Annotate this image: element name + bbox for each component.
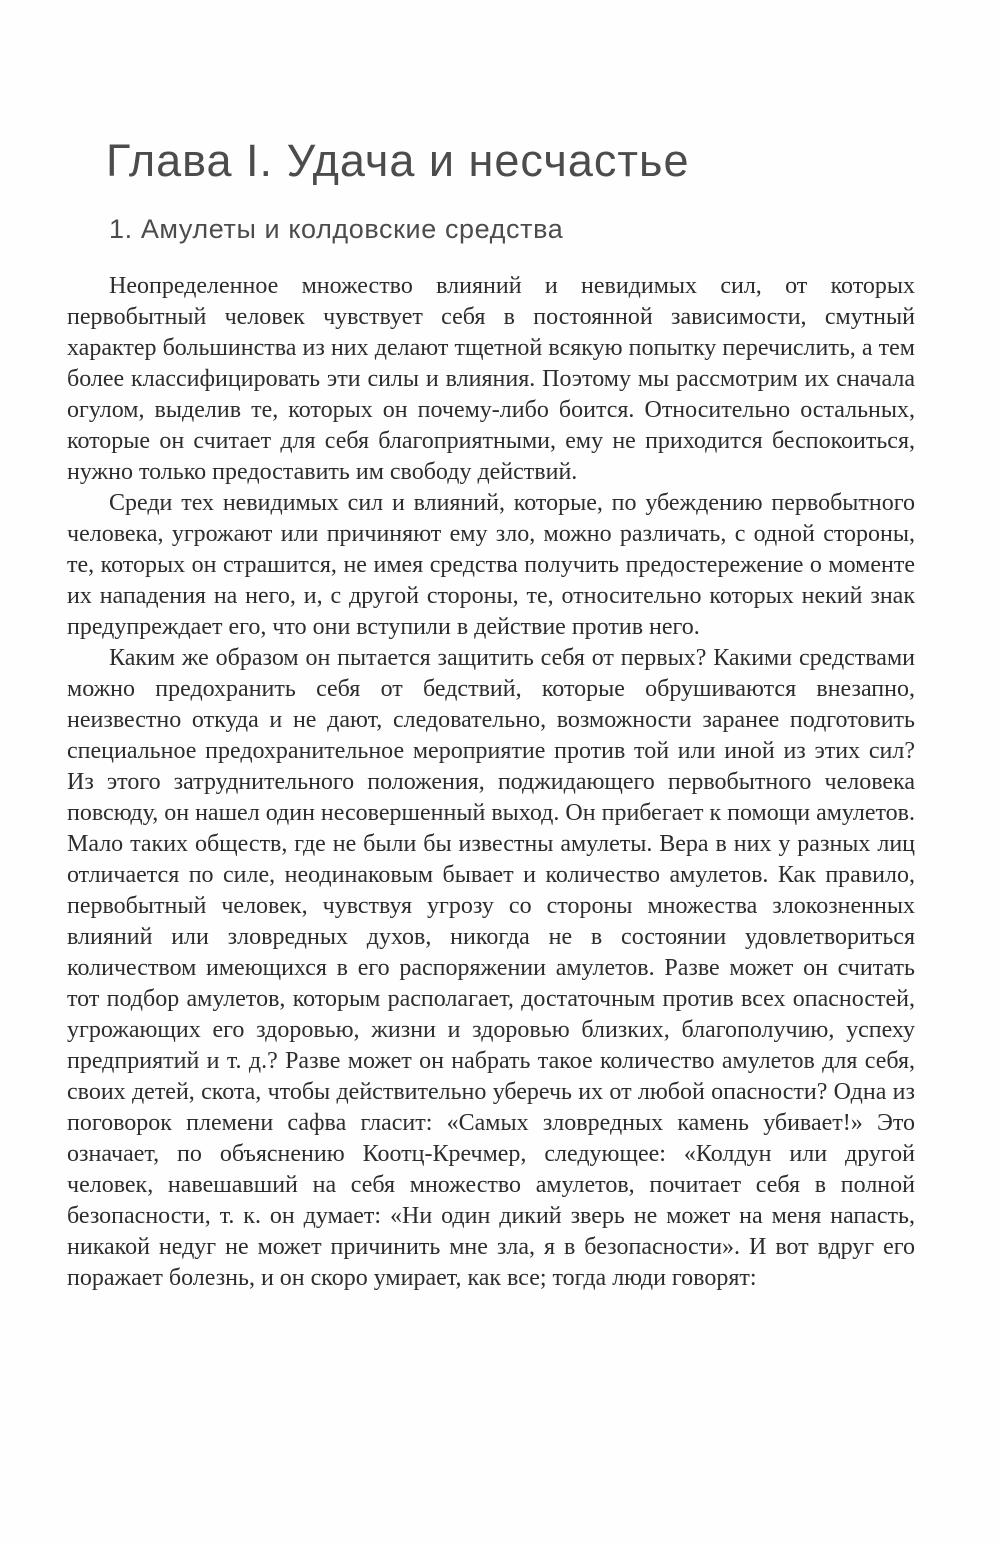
paragraph-3: Каким же образом он пытается защитить себя от первых? Какими средствами можно предохранить себя от бедствий, которые обрушиваются внезапно, неизвестно откуда и не дают, следовательно, возможности заранее подготовить специальное предохранительное мероприятие против той или иной из этих сил? Из этого затруднительного положения, поджидающего первобытного человека повсюду, он нашел один несовершенный выход. Он прибегает к помощи амулетов. Мало таких обществ, где не были бы известны амулеты. Вера в них у разных лиц отличается по силе, неодинаковым бывает и количество амулетов. Как правило, первобытный человек, чувствуя угрозу со стороны множества злокозненных влияний или зловредных духов, никогда не в состоянии удовлетвориться количеством имеющихся в его распоряжении амулетов. Разве может он считать тот подбор амулетов, которым располагает, достаточным против всех опасностей, угрожающих его здоровью, жизни и здоровью близких, благополучию, успеху предприятий и т. д.? Разве может он набрать такое количество амулетов для себя, своих детей, скота, чтобы действительно уберечь их от любой опасности? Одна из поговорок племени сафва гласит: «Самых зловредных камень убивает!» Это означает, по объяснению Коотц-Кречмер, следующее: «Колдун или другой человек, навешавший на себя множество амулетов, почитает себя в полной безопасности, т. к. он думает: «Ни один дикий зверь не может на меня напасть, никакой недуг не может причинить мне зла, я в безопасности». И вот вдруг его поражает болезнь, и он скоро умирает, как все; тогда люди говорят: xyxy=(67,645,915,1291)
paragraph-1: Неопределенное множество влияний и невидимых сил, от которых первобытный человек чувствует себя в постоянной зависимости, смутный характер большинства из них делают тщетной всякую попытку перечислить, а тем более классифицировать эти силы и влияния. Поэтому мы рассмотрим их сначала огулом, выделив те, которых он почему-либо боится. Относительно остальных, которые он считает для себя благоприятными, ему не приходится беспокоиться, нужно только предоставить им свободу действий. xyxy=(67,273,915,485)
section-heading: 1. Амулеты и колдовские средства xyxy=(109,214,564,244)
paragraph-2: Среди тех невидимых сил и влияний, которые, по убеждению первобытного человека, угрожают или причиняют ему зло, можно различать, с одной стороны, те, которых он страшится, не имея средства получить предостережение о моменте их нападения на него, и, с другой стороны, те, относительно которых некий знак предупреждает его, что они вступили в действие против него. xyxy=(67,490,915,640)
body-text xyxy=(67,271,915,1294)
chapter-title: Глава I. Удача и несчастье xyxy=(106,135,690,186)
